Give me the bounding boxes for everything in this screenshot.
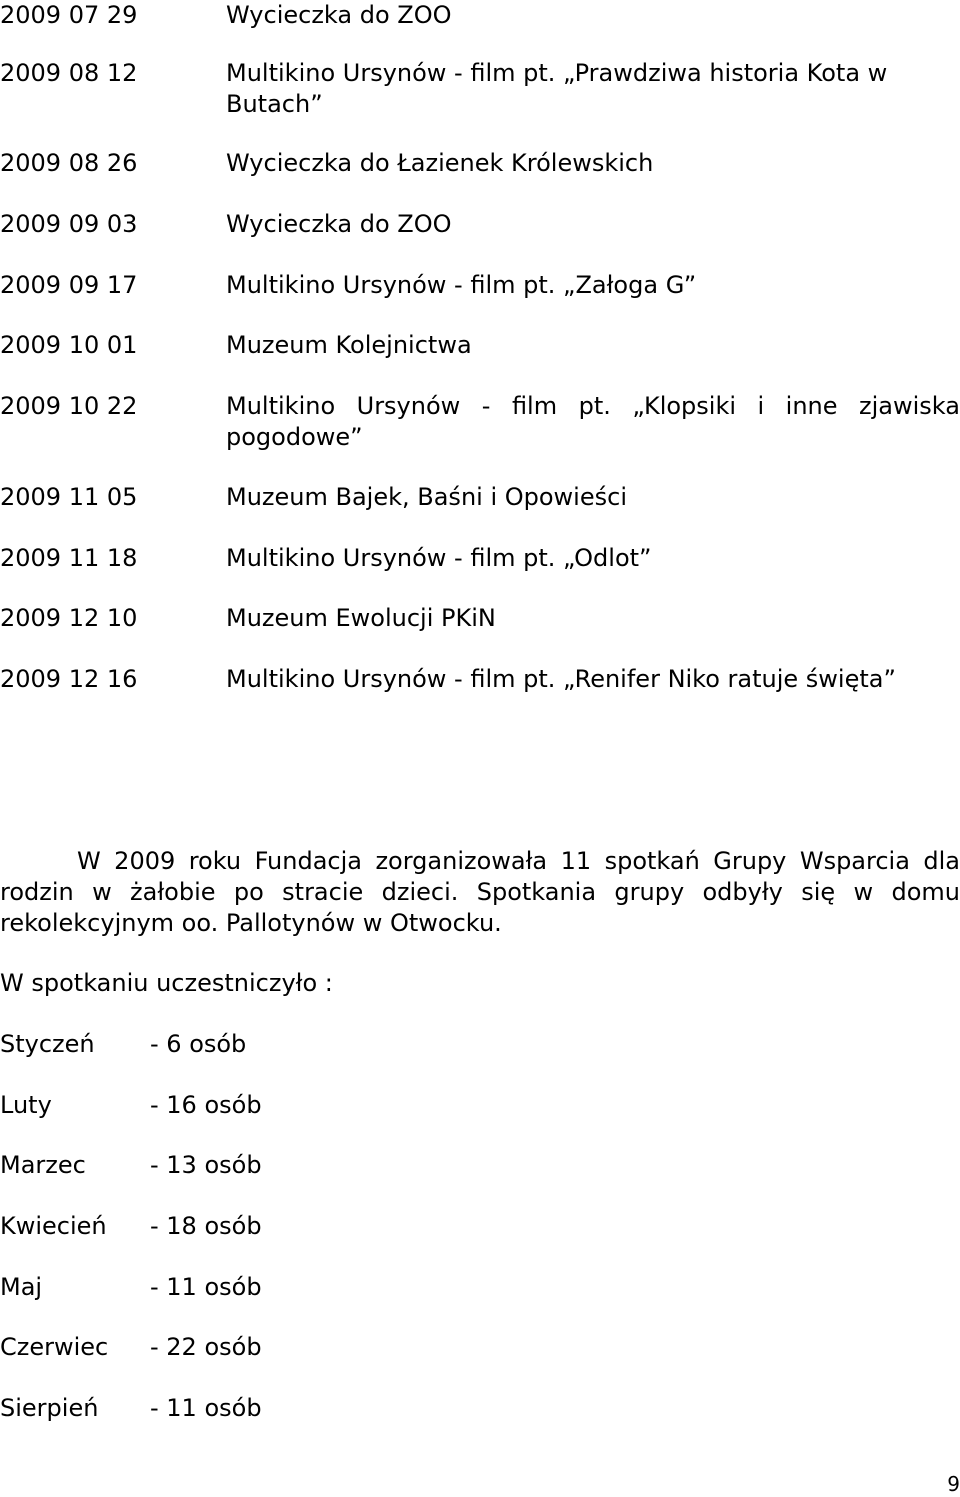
event-description: Multikino Ursynów - film pt. „Prawdziwa historia Kota w Butach” <box>226 59 888 118</box>
attendance-value: - 11 osób <box>150 1273 262 1301</box>
page-number: 9 <box>947 1472 960 1496</box>
participation-intro: W spotkaniu uczestniczyło : <box>0 969 333 997</box>
event-date: 2009 12 10 <box>0 604 138 632</box>
event-description: Muzeum Bajek, Baśni i Opowieści <box>226 483 627 511</box>
attendance-value: - 13 osób <box>150 1151 262 1179</box>
event-date: 2009 07 29 <box>0 1 138 29</box>
attendance-value: - 6 osób <box>150 1030 247 1058</box>
attendance-value: - 22 osób <box>150 1333 262 1361</box>
attendance-month: Styczeń <box>0 1030 95 1058</box>
event-date: 2009 10 01 <box>0 331 138 359</box>
event-date: 2009 09 17 <box>0 271 138 299</box>
event-description: Wycieczka do ZOO <box>226 1 452 29</box>
attendance-value: - 11 osób <box>150 1394 262 1422</box>
summary-paragraph: W 2009 roku Fundacja zorganizowała 11 spotkań Grupy Wsparcia dla rodzin w żałobie po stracie dzieci. Spotkania grupy odbyły się w domu rekolekcyjnym oo. Pallotynów w Otwocku. <box>0 847 960 937</box>
event-date: 2009 08 12 <box>0 59 138 87</box>
event-date: 2009 11 05 <box>0 483 138 511</box>
attendance-value: - 16 osób <box>150 1091 262 1119</box>
event-description: Wycieczka do ZOO <box>226 210 452 238</box>
event-description: Multikino Ursynów - film pt. „Załoga G” <box>226 271 697 299</box>
event-description: Multikino Ursynów - film pt. „Odlot” <box>226 544 652 572</box>
event-date: 2009 10 22 <box>0 392 138 420</box>
attendance-value: - 18 osób <box>150 1212 262 1240</box>
attendance-month: Kwiecień <box>0 1212 107 1240</box>
event-description: Wycieczka do Łazienek Królewskich <box>226 149 654 177</box>
event-description: Muzeum Ewolucji PKiN <box>226 604 496 632</box>
attendance-month: Czerwiec <box>0 1333 109 1361</box>
event-date: 2009 09 03 <box>0 210 138 238</box>
event-description: Multikino Ursynów - film pt. „Klopsiki i inne zjawiska pogodowe” <box>226 392 960 451</box>
event-description: Multikino Ursynów - film pt. „Renifer Niko ratuje święta” <box>226 665 896 693</box>
attendance-month: Luty <box>0 1091 52 1119</box>
attendance-month: Maj <box>0 1273 43 1301</box>
attendance-month: Sierpień <box>0 1394 99 1422</box>
event-date: 2009 11 18 <box>0 544 138 572</box>
event-date: 2009 12 16 <box>0 665 138 693</box>
attendance-month: Marzec <box>0 1151 86 1179</box>
event-description: Muzeum Kolejnictwa <box>226 331 472 359</box>
event-date: 2009 08 26 <box>0 149 138 177</box>
